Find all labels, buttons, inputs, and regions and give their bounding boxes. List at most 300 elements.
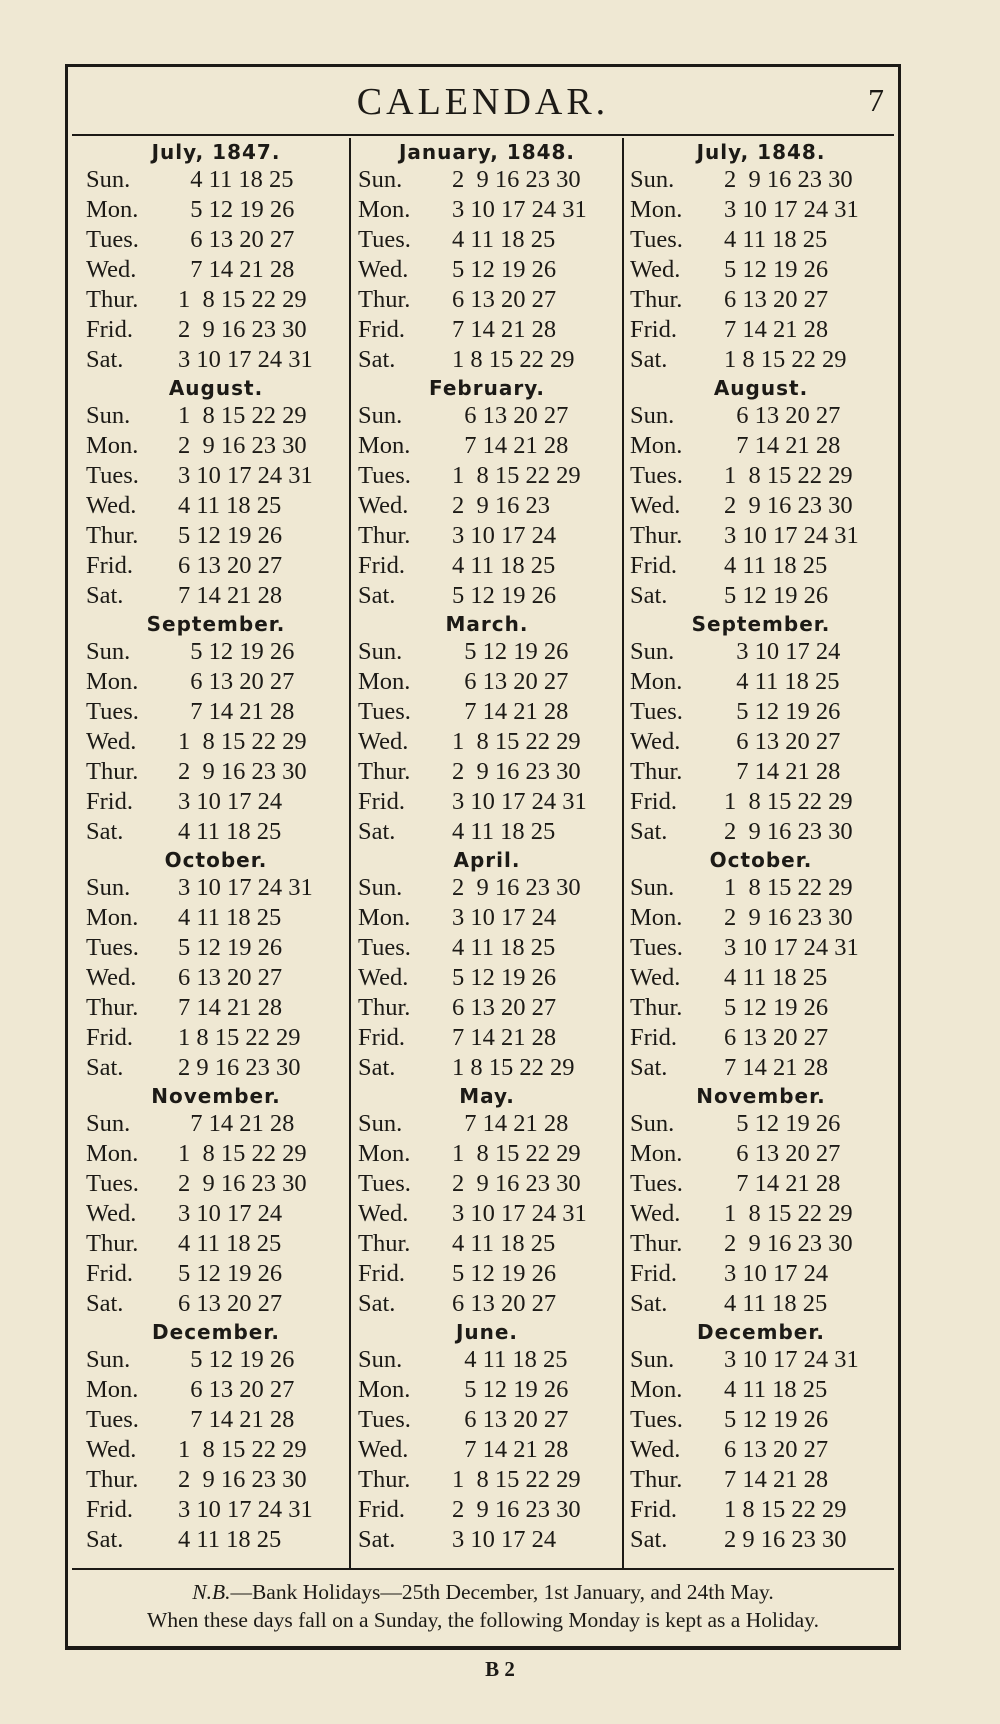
date-numbers: 3 10 17 24 31 [452, 1200, 587, 1227]
date-numbers: 3 10 17 24 [452, 1526, 557, 1553]
weekday-row [630, 255, 892, 285]
weekday-row [630, 1109, 892, 1139]
weekday-label: Tues. [630, 226, 683, 253]
date-numbers: 1 8 15 22 29 [452, 1054, 575, 1081]
weekday-row [86, 993, 346, 1023]
weekday-label: Sat. [630, 582, 668, 609]
weekday-row [86, 903, 346, 933]
weekday-row [358, 165, 616, 195]
date-numbers: 6 13 20 27 [452, 1406, 569, 1433]
weekday-row [358, 521, 616, 551]
weekday-row [358, 1109, 616, 1139]
date-numbers: 4 11 18 25 [178, 492, 282, 519]
weekday-label: Sat. [86, 1290, 124, 1317]
weekday-row [630, 1495, 892, 1525]
weekday-label: Thur. [358, 1466, 411, 1493]
weekday-row [630, 1345, 892, 1375]
date-numbers: 2 9 16 23 30 [178, 1170, 307, 1197]
date-numbers: 4 11 18 25 [452, 934, 556, 961]
weekday-label: Mon. [86, 1376, 139, 1403]
weekday-row [358, 933, 616, 963]
date-numbers: 7 14 21 28 [178, 994, 283, 1021]
weekday-row [86, 1229, 346, 1259]
weekday-row [358, 581, 616, 611]
weekday-label: Frid. [86, 1260, 133, 1287]
weekday-row [86, 1375, 346, 1405]
weekday-row [358, 1169, 616, 1199]
weekday-label: Wed. [358, 1200, 409, 1227]
weekday-label: Tues. [358, 698, 411, 725]
date-numbers: 6 13 20 27 [724, 402, 841, 429]
date-numbers: 6 13 20 27 [452, 286, 557, 313]
weekday-row [630, 1229, 892, 1259]
weekday-row [86, 697, 346, 727]
weekday-row [86, 225, 346, 255]
calendar-column [630, 137, 892, 1555]
weekday-row [358, 1289, 616, 1319]
weekday-label: Thur. [630, 1230, 683, 1257]
date-numbers: 6 13 20 27 [724, 728, 841, 755]
weekday-row [86, 1023, 346, 1053]
weekday-label: Thur. [358, 1230, 411, 1257]
weekday-label: Sat. [630, 1526, 668, 1553]
weekday-row [630, 521, 892, 551]
date-numbers: 5 12 19 26 [178, 196, 295, 223]
weekday-label: Thur. [358, 522, 411, 549]
date-numbers: 2 9 16 23 30 [724, 1230, 853, 1257]
weekday-label: Thur. [358, 994, 411, 1021]
weekday-label: Sat. [630, 1290, 668, 1317]
month-heading: December. [697, 1320, 825, 1344]
weekday-row [86, 1495, 346, 1525]
weekday-row [86, 431, 346, 461]
weekday-label: Wed. [86, 964, 137, 991]
weekday-row [86, 1199, 346, 1229]
date-numbers: 1 8 15 22 29 [452, 462, 581, 489]
weekday-row [630, 225, 892, 255]
date-numbers: 7 14 21 28 [178, 1406, 295, 1433]
weekday-label: Frid. [358, 1496, 405, 1523]
weekday-label: Sat. [358, 1054, 396, 1081]
month-heading: November. [696, 1084, 826, 1108]
weekday-row [630, 697, 892, 727]
date-numbers: 7 14 21 28 [178, 256, 295, 283]
weekday-label: Mon. [630, 668, 683, 695]
weekday-label: Sat. [86, 1054, 124, 1081]
weekday-row [358, 401, 616, 431]
weekday-row [86, 727, 346, 757]
date-numbers: 5 12 19 26 [452, 1376, 569, 1403]
date-numbers: 3 10 17 24 [724, 638, 841, 665]
weekday-label: Sat. [86, 1526, 124, 1553]
date-numbers: 6 13 20 27 [178, 964, 283, 991]
weekday-label: Mon. [86, 196, 139, 223]
date-numbers: 3 10 17 24 [452, 904, 557, 931]
column-divider [622, 138, 624, 1568]
weekday-row [358, 551, 616, 581]
date-numbers: 3 10 17 24 31 [178, 462, 313, 489]
weekday-label: Tues. [630, 462, 683, 489]
weekday-label: Sat. [358, 582, 396, 609]
weekday-row [630, 165, 892, 195]
date-numbers: 2 9 16 23 30 [178, 316, 307, 343]
weekday-label: Wed. [86, 1436, 137, 1463]
weekday-row [630, 1525, 892, 1555]
weekday-row [358, 315, 616, 345]
weekday-row [86, 1345, 346, 1375]
weekday-label: Mon. [630, 432, 683, 459]
weekday-label: Sun. [358, 1110, 403, 1137]
weekday-label: Mon. [630, 1140, 683, 1167]
date-numbers: 5 12 19 26 [452, 638, 569, 665]
weekday-label: Tues. [358, 1406, 411, 1433]
note-line-2: When these days fall on a Sunday, the following Monday is kept as a Holiday. [147, 1608, 819, 1632]
date-numbers: 2 9 16 23 30 [178, 1054, 301, 1081]
weekday-row [86, 933, 346, 963]
weekday-label: Frid. [358, 1260, 405, 1287]
weekday-row [358, 195, 616, 225]
weekday-label: Mon. [630, 1376, 683, 1403]
date-numbers: 5 12 19 26 [178, 1346, 295, 1373]
calendar-column [358, 137, 616, 1555]
weekday-label: Wed. [358, 1436, 409, 1463]
date-numbers: 5 12 19 26 [724, 994, 829, 1021]
weekday-row [86, 551, 346, 581]
date-numbers: 6 13 20 27 [178, 668, 295, 695]
weekday-label: Frid. [86, 1496, 133, 1523]
date-numbers: 3 10 17 24 [178, 1200, 283, 1227]
weekday-row [630, 491, 892, 521]
weekday-label: Thur. [358, 286, 411, 313]
weekday-label: Sun. [630, 166, 675, 193]
weekday-label: Thur. [86, 522, 139, 549]
weekday-label: Tues. [86, 462, 139, 489]
weekday-label: Thur. [630, 1466, 683, 1493]
month-heading: October. [164, 848, 268, 872]
date-numbers: 4 11 18 25 [724, 1290, 828, 1317]
page-number: 7 [868, 82, 884, 118]
weekday-label: Wed. [358, 492, 409, 519]
weekday-label: Sun. [358, 402, 403, 429]
date-numbers: 1 8 15 22 29 [724, 462, 853, 489]
weekday-label: Tues. [86, 1170, 139, 1197]
date-numbers: 1 8 15 22 29 [452, 346, 575, 373]
date-numbers: 7 14 21 28 [178, 698, 295, 725]
date-numbers: 4 11 18 25 [178, 1526, 282, 1553]
weekday-row [358, 903, 616, 933]
weekday-label: Sun. [86, 638, 131, 665]
weekday-row [86, 1139, 346, 1169]
weekday-label: Sun. [86, 874, 131, 901]
date-numbers: 6 13 20 27 [178, 1290, 283, 1317]
weekday-row [86, 491, 346, 521]
weekday-label: Frid. [86, 788, 133, 815]
weekday-row [358, 787, 616, 817]
weekday-label: Tues. [630, 1170, 683, 1197]
weekday-row [630, 1289, 892, 1319]
weekday-row [630, 1023, 892, 1053]
weekday-label: Sat. [358, 1290, 396, 1317]
weekday-row [630, 551, 892, 581]
date-numbers: 4 11 18 25 [724, 964, 828, 991]
date-numbers: 2 9 16 23 30 [452, 758, 581, 785]
date-numbers: 6 13 20 27 [178, 1376, 295, 1403]
date-numbers: 2 9 16 23 30 [452, 874, 581, 901]
weekday-label: Mon. [86, 668, 139, 695]
weekday-row [86, 1109, 346, 1139]
weekday-label: Sat. [86, 346, 124, 373]
date-numbers: 5 12 19 26 [724, 256, 829, 283]
date-numbers: 7 14 21 28 [178, 582, 283, 609]
date-numbers: 7 14 21 28 [452, 1024, 557, 1051]
month-heading: September. [146, 612, 286, 636]
weekday-label: Thur. [86, 1230, 139, 1257]
weekday-label: Sat. [358, 818, 396, 845]
date-numbers: 5 12 19 26 [452, 582, 557, 609]
weekday-row [86, 195, 346, 225]
weekday-row [358, 491, 616, 521]
date-numbers: 2 9 16 23 30 [724, 904, 853, 931]
weekday-row [358, 1465, 616, 1495]
weekday-label: Sat. [630, 1054, 668, 1081]
date-numbers: 3 10 17 24 31 [724, 1346, 859, 1373]
weekday-row [630, 1169, 892, 1199]
weekday-row [630, 1375, 892, 1405]
weekday-label: Tues. [86, 1406, 139, 1433]
date-numbers: 6 13 20 27 [724, 286, 829, 313]
weekday-row [630, 1465, 892, 1495]
weekday-label: Tues. [86, 934, 139, 961]
date-numbers: 7 14 21 28 [452, 1436, 569, 1463]
date-numbers: 1 8 15 22 29 [724, 788, 853, 815]
weekday-label: Frid. [630, 1496, 677, 1523]
date-numbers: 2 9 16 23 30 [724, 492, 853, 519]
date-numbers: 4 11 18 25 [724, 552, 828, 579]
weekday-label: Mon. [630, 196, 683, 223]
weekday-label: Sun. [358, 874, 403, 901]
weekday-row [630, 727, 892, 757]
date-numbers: 4 11 18 25 [724, 668, 840, 695]
weekday-row [86, 637, 346, 667]
date-numbers: 6 13 20 27 [178, 552, 283, 579]
weekday-label: Frid. [358, 1024, 405, 1051]
weekday-label: Thur. [86, 994, 139, 1021]
date-numbers: 5 12 19 26 [452, 1260, 557, 1287]
weekday-label: Sun. [358, 638, 403, 665]
month-heading: March. [445, 612, 529, 636]
weekday-label: Wed. [630, 492, 681, 519]
weekday-row [86, 1405, 346, 1435]
weekday-label: Frid. [630, 1024, 677, 1051]
weekday-label: Wed. [86, 256, 137, 283]
weekday-label: Wed. [358, 256, 409, 283]
date-numbers: 3 10 17 24 31 [452, 196, 587, 223]
weekday-label: Wed. [630, 728, 681, 755]
date-numbers: 1 8 15 22 29 [452, 1466, 581, 1493]
weekday-row [358, 667, 616, 697]
weekday-label: Frid. [358, 316, 405, 343]
date-numbers: 2 9 16 23 30 [178, 432, 307, 459]
weekday-row [86, 255, 346, 285]
weekday-row [358, 757, 616, 787]
weekday-row [630, 461, 892, 491]
date-numbers: 4 11 18 25 [452, 552, 556, 579]
weekday-label: Mon. [630, 904, 683, 931]
weekday-row [630, 993, 892, 1023]
date-numbers: 3 10 17 24 31 [724, 934, 859, 961]
weekday-row [358, 1345, 616, 1375]
date-numbers: 1 8 15 22 29 [178, 1024, 301, 1051]
date-numbers: 6 13 20 27 [452, 1290, 557, 1317]
weekday-label: Tues. [358, 226, 411, 253]
weekday-row [630, 963, 892, 993]
weekday-label: Thur. [86, 1466, 139, 1493]
weekday-row [630, 1259, 892, 1289]
weekday-row [630, 1405, 892, 1435]
weekday-row [358, 1139, 616, 1169]
weekday-label: Mon. [86, 432, 139, 459]
weekday-label: Frid. [630, 552, 677, 579]
weekday-row [86, 963, 346, 993]
weekday-label: Tues. [86, 698, 139, 725]
weekday-label: Wed. [630, 256, 681, 283]
weekday-label: Thur. [86, 758, 139, 785]
weekday-label: Sun. [630, 638, 675, 665]
weekday-label: Mon. [358, 904, 411, 931]
note-line-1: —Bank Holidays—25th December, 1st January, and 24th May. [230, 1580, 774, 1604]
weekday-label: Tues. [630, 698, 683, 725]
date-numbers: 7 14 21 28 [452, 698, 569, 725]
weekday-label: Sun. [358, 1346, 403, 1373]
weekday-row [358, 461, 616, 491]
header-rule [72, 134, 894, 136]
date-numbers: 2 9 16 23 30 [178, 1466, 307, 1493]
weekday-label: Frid. [630, 788, 677, 815]
date-numbers: 6 13 20 27 [724, 1436, 829, 1463]
weekday-label: Thur. [630, 522, 683, 549]
weekday-label: Sun. [630, 1346, 675, 1373]
weekday-label: Thur. [358, 758, 411, 785]
date-numbers: 4 11 18 25 [724, 226, 828, 253]
month-heading: August. [168, 376, 264, 400]
weekday-row [358, 255, 616, 285]
weekday-row [358, 637, 616, 667]
weekday-row [86, 667, 346, 697]
weekday-label: Thur. [630, 286, 683, 313]
weekday-label: Thur. [630, 994, 683, 1021]
weekday-row [630, 933, 892, 963]
weekday-row [86, 757, 346, 787]
weekday-row [358, 1405, 616, 1435]
weekday-label: Sat. [86, 582, 124, 609]
date-numbers: 7 14 21 28 [724, 758, 841, 785]
weekday-label: Sat. [86, 818, 124, 845]
date-numbers: 4 11 18 25 [452, 1230, 556, 1257]
weekday-row [630, 1199, 892, 1229]
weekday-label: Tues. [630, 1406, 683, 1433]
date-numbers: 5 12 19 26 [724, 1110, 841, 1137]
date-numbers: 3 10 17 24 31 [178, 1496, 313, 1523]
weekday-label: Tues. [358, 934, 411, 961]
weekday-row [630, 345, 892, 375]
frame-bottom-rule [65, 1646, 901, 1650]
weekday-row [86, 1465, 346, 1495]
weekday-label: Tues. [630, 934, 683, 961]
column-divider [349, 138, 351, 1568]
date-numbers: 7 14 21 28 [724, 1170, 841, 1197]
weekday-row [630, 757, 892, 787]
weekday-label: Sun. [86, 166, 131, 193]
weekday-row [630, 401, 892, 431]
weekday-row [358, 1435, 616, 1465]
date-numbers: 6 13 20 27 [724, 1024, 829, 1051]
date-numbers: 2 9 16 23 30 [724, 1526, 847, 1553]
weekday-label: Wed. [630, 1200, 681, 1227]
weekday-row [630, 903, 892, 933]
weekday-label: Sat. [630, 346, 668, 373]
date-numbers: 4 11 18 25 [452, 1346, 568, 1373]
date-numbers: 7 14 21 28 [452, 1110, 569, 1137]
date-numbers: 4 11 18 25 [178, 1230, 282, 1257]
date-numbers: 1 8 15 22 29 [724, 1200, 853, 1227]
month-heading: October. [709, 848, 813, 872]
date-numbers: 2 9 16 23 30 [724, 166, 853, 193]
weekday-label: Tues. [358, 462, 411, 489]
weekday-row [86, 345, 346, 375]
weekday-row [86, 521, 346, 551]
weekday-row [86, 285, 346, 315]
date-numbers: 2 9 16 23 30 [724, 818, 853, 845]
date-numbers: 1 8 15 22 29 [452, 728, 581, 755]
date-numbers: 6 13 20 27 [452, 402, 569, 429]
date-numbers: 5 12 19 26 [178, 638, 295, 665]
date-numbers: 1 8 15 22 29 [724, 1496, 847, 1523]
date-numbers: 3 10 17 24 31 [724, 522, 859, 549]
weekday-label: Mon. [358, 196, 411, 223]
weekday-label: Frid. [630, 1260, 677, 1287]
date-numbers: 1 8 15 22 29 [178, 1436, 307, 1463]
weekday-row [630, 315, 892, 345]
date-numbers: 1 8 15 22 29 [178, 728, 307, 755]
weekday-label: Thur. [86, 286, 139, 313]
weekday-row [86, 1053, 346, 1083]
date-numbers: 1 8 15 22 29 [178, 286, 307, 313]
weekday-label: Sun. [630, 402, 675, 429]
date-numbers: 4 11 18 25 [178, 904, 282, 931]
weekday-label: Frid. [358, 552, 405, 579]
weekday-row [358, 817, 616, 847]
date-numbers: 6 13 20 27 [452, 668, 569, 695]
weekday-label: Sun. [630, 874, 675, 901]
weekday-row [358, 993, 616, 1023]
month-heading: August. [713, 376, 809, 400]
weekday-row [86, 315, 346, 345]
weekday-row [358, 225, 616, 255]
date-numbers: 1 8 15 22 29 [178, 402, 307, 429]
weekday-row [358, 1525, 616, 1555]
weekday-row [358, 1229, 616, 1259]
month-heading: September. [691, 612, 831, 636]
date-numbers: 7 14 21 28 [452, 316, 557, 343]
month-heading: December. [152, 1320, 280, 1344]
signature-mark: B 2 [485, 1657, 515, 1681]
weekday-label: Mon. [358, 668, 411, 695]
month-heading: January, 1848. [398, 140, 576, 164]
weekday-label: Tues. [358, 1170, 411, 1197]
month-heading: November. [151, 1084, 281, 1108]
weekday-row [86, 1259, 346, 1289]
weekday-row [358, 1199, 616, 1229]
